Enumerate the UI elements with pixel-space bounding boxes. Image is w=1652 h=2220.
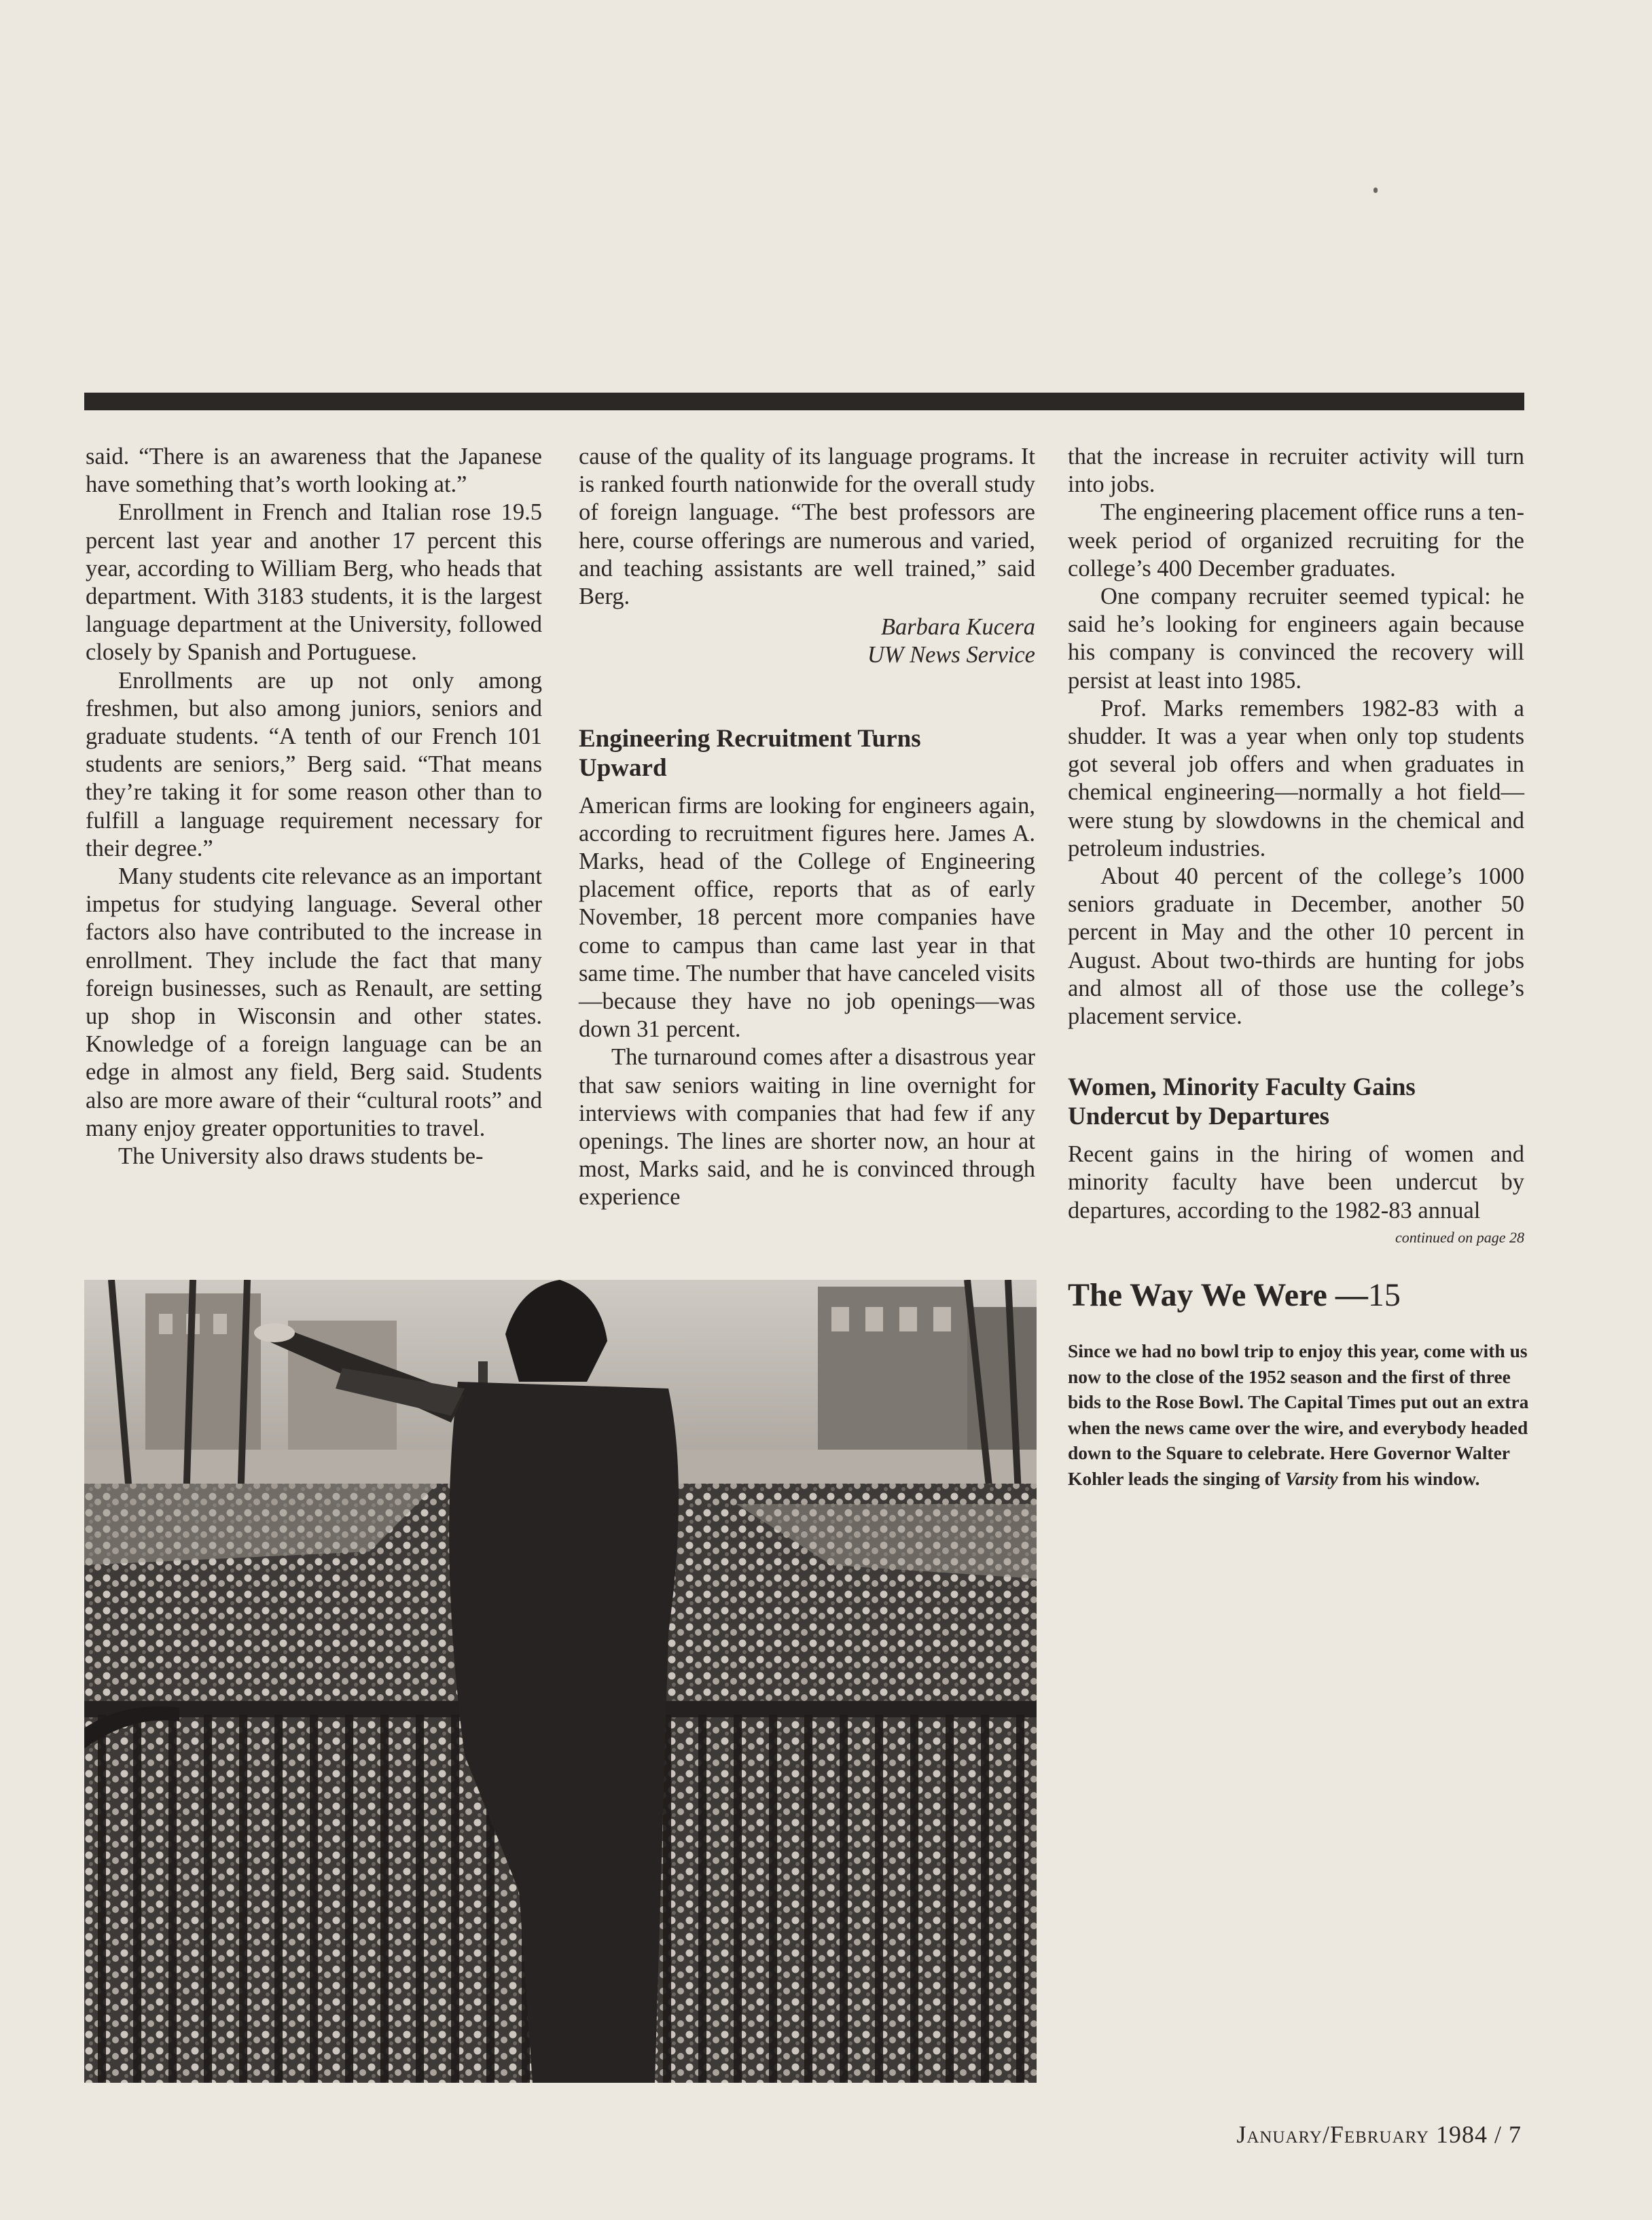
page-folio: January/February 1984 / 7 xyxy=(1236,2121,1522,2148)
byline-name: Barbara Kucera xyxy=(880,614,1035,641)
caption-italic: Varsity xyxy=(1285,1467,1338,1489)
paragraph: One company recruiter seemed typical: he said he’s looking for engineers again because his company is convinced the recovery will persist at least into 1985. xyxy=(1068,584,1524,694)
feature-title-text: The Way We Were — xyxy=(1068,1277,1368,1313)
caption-end: from his window. xyxy=(1337,1467,1480,1489)
photo-illustration xyxy=(84,1280,1037,2083)
paragraph: Many students cite relevance as an important impetus for studying language. Several other factors also have contributed to the increase in enrollment. They include the fact that many foreign businesses, such as Renault, are setting up shop in Wisconsin and other states. Knowledge of a foreign language can be an edge in almost any field, Berg said. Students also are more aware of their “cultural roots” and many enjoy greater opportunities to travel. xyxy=(86,863,542,1141)
ink-speck xyxy=(1373,187,1378,193)
paragraph: American firms are looking for engineers again, according to recruitment figures here. James A. Marks, head of the College of Engineering placement office, reports that as of early November, 18 percent more companies have come to campus than came last year in that same time. The number that have canceled visits—because they have no job openings—was down 31 percent. xyxy=(579,792,1035,1043)
section-heading-faculty: Women, Minority Faculty Gains Undercut by Departures xyxy=(1068,1073,1416,1131)
paragraph: Recent gains in the hiring of women and minority faculty have been undercut by departures, according to the 1982-83 annual xyxy=(1068,1141,1524,1223)
paragraph: The University also draws students be- xyxy=(118,1143,484,1170)
header-rule xyxy=(84,393,1524,410)
paragraph: cause of the quality of its language programs. It is ranked fourth nationwide for the overall study of foreign language. “The best professors are here, course offerings are numerous and varied, and teaching assistants are well trained,” said Berg. xyxy=(579,444,1035,610)
column-1 xyxy=(86,443,542,1170)
section-heading-engineering: Engineering Recruitment Turns Upward xyxy=(579,724,921,782)
feature-title xyxy=(1068,1276,1530,1315)
paragraph: that the increase in recruiter activity will turn into jobs. xyxy=(1068,444,1524,498)
paragraph: Prof. Marks remembers 1982-83 with a shudder. It was a year when only top students got several job offers and when graduates in chemical engineering—normally a hot field—were stung by slowdowns in the chemical and petroleum industries. xyxy=(1068,695,1524,861)
historic-photo xyxy=(84,1280,1037,2083)
feature-number: 15 xyxy=(1367,1277,1401,1313)
paragraph: The turnaround comes after a disastrous year that saw seniors waiting in line overnight for interviews with companies that had few if any openings. The lines are shorter now, an hour at most, Marks said, and he is convinced through experience xyxy=(579,1044,1035,1211)
paragraph: The engineering placement office runs a ten-week period of organized recruiting for the college’s 400 December graduates. xyxy=(1068,499,1524,581)
photo-caption xyxy=(1068,1338,1530,1491)
paragraph: Enrollment in French and Italian rose 19.5 percent last year and another 17 percent this year, according to William Berg, who heads that department. With 3183 students, it is the largest language department at the University, followed closely by Spanish and Portuguese. xyxy=(86,499,542,666)
continued-note: continued on page 28 xyxy=(1395,1228,1524,1246)
caption-text: Since we had no bowl trip to enjoy this year, come with us now to the close of the 1952 season and the first of three bids to the Rose Bowl. The Capital Times put out an extra when the news came over the wire, and everybody headed down to the Square to celebrate. Here Governor Walter Kohler leads the singing of xyxy=(1068,1340,1529,1489)
paragraph: said. “There is an awareness that the Japanese have something that’s worth looking at.” xyxy=(86,444,542,498)
byline-org: UW News Service xyxy=(867,642,1035,668)
column-2 xyxy=(579,443,1035,1212)
paragraph: About 40 percent of the college’s 1000 seniors graduate in December, another 50 percent in May and the other 10 percent in August. About two-thirds are hunting for jobs and almost all of those use the college’s placement service. xyxy=(1068,863,1524,1030)
column-3 xyxy=(1068,443,1524,1248)
paragraph: Enrollments are up not only among freshmen, but also among juniors, seniors and graduate students. “A tenth of our French 101 students are seniors,” Berg said. “That means they’re taking it for some reason other than to fulfill a language requirement necessary for their degree.” xyxy=(86,667,542,861)
